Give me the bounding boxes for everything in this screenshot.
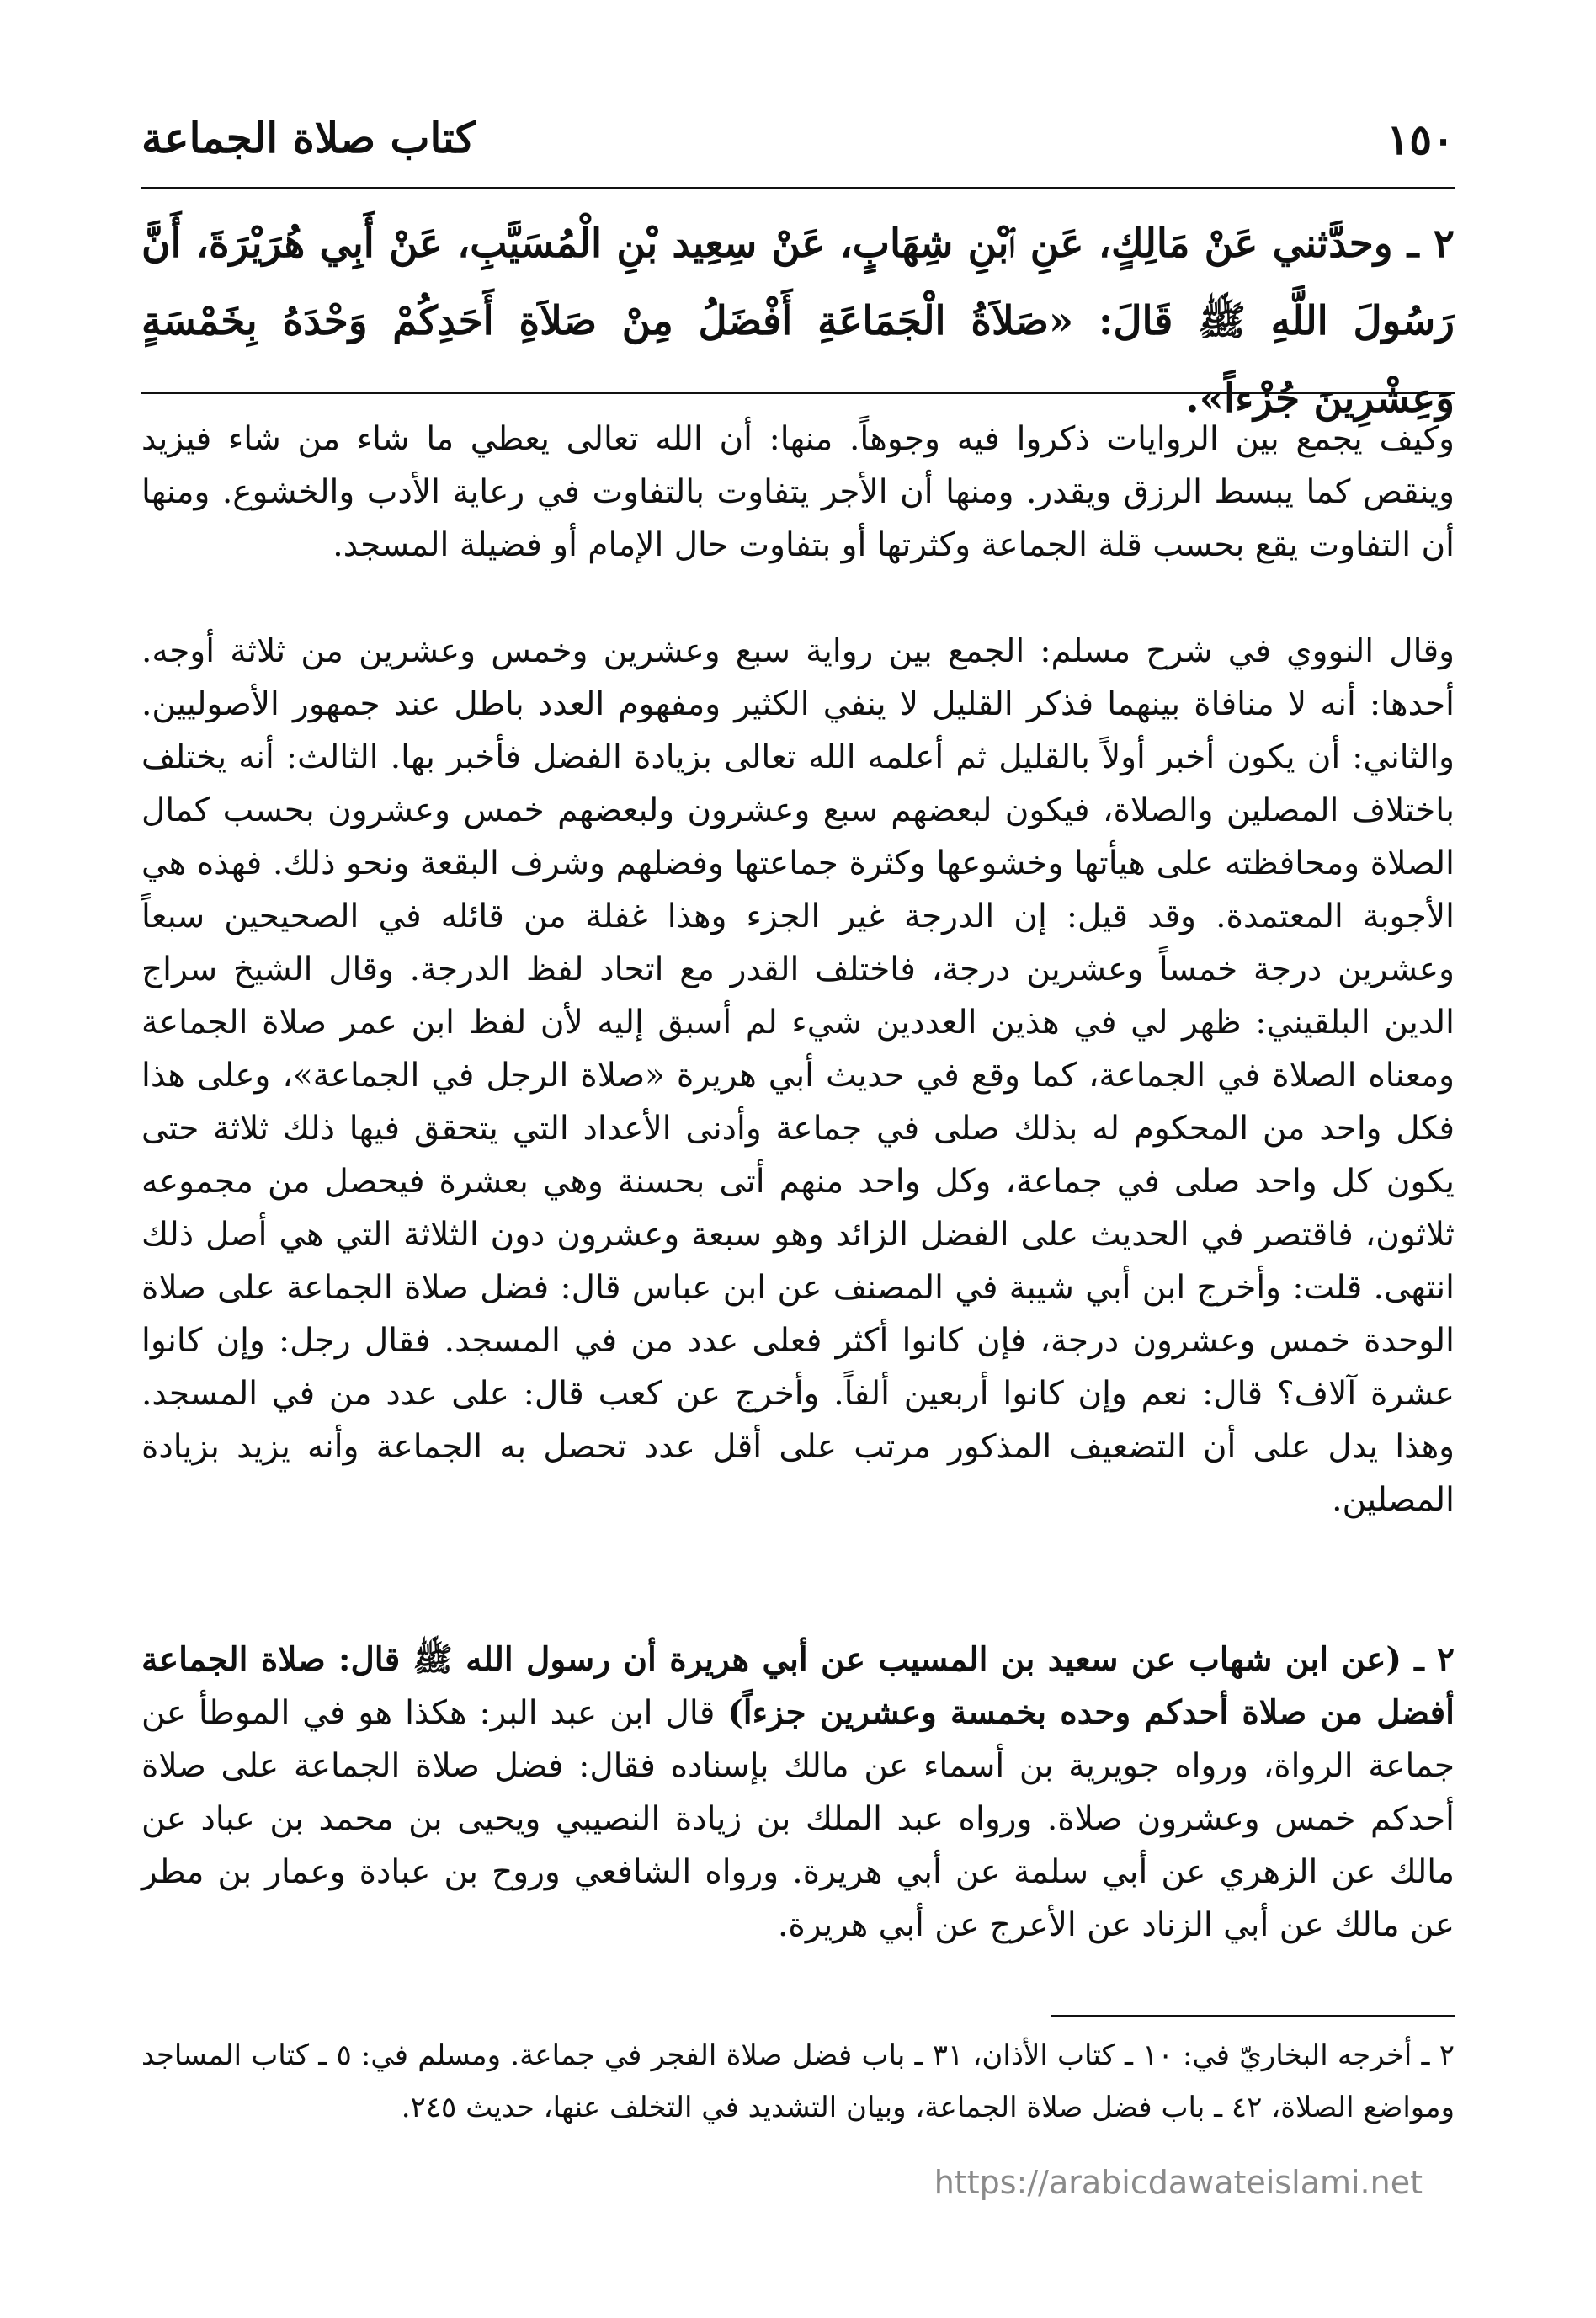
commentary-paragraph-2: وقال النووي في شرح مسلم: الجمع بين رواية سبع وعشرين وخمس وعشرين من ثلاثة أوجه. أحدها: أنه لا منافاة بينهما فذكر القليل لا ينفي الكثير ومفهوم العدد باطل عند جمهور الأصوليين. والثاني: أن يكون أخبر أولاً بالقليل ثم أعلمه الله تعالى بزيادة الفضل فأخبر بها. الثالث: أنه يختلف باختلاف المصلين والصلاة، فيكون لبعضهم سبع وعشرون ولبعضهم خمس وعشرون بحسب كمال الصلاة ومحافظته على هيأتها وخشوعها وكثرة جماعتها وفضلهم وشرف البقعة ونحو ذلك. فهذه هي الأجوبة المعتمدة. وقد قيل: إن الدرجة غير الجزء وهذا غفلة من قائله في الصحيحين سبعاً وعشرين درجة خمساً وعشرين درجة، فاختلف القدر مع اتحاد لفظ الدرجة. وقال الشيخ سراج الدين البلقيني: ظهر لي في هذين العددين شيء لم أسبق إليه لأن لفظ ابن عمر صلاة الجماعة ومعناه الصلاة في الجماعة، كما وقع في حديث أبي هريرة «صلاة الرجل في الجماعة»، وعلى هذا فكل واحد من المحكوم له بذلك صلى في جماعة وأدنى الأعداد التي يتحقق فيها ذلك ثلاثة حتى يكون كل واحد صلى في جماعة، وكل واحد منهم أتى بحسنة وهي بعشرة فيحصل من مجموعه ثلاثون، فاقتصر في الحديث على الفضل الزائد وهو سبعة وعشرون دون الثلاثة التي هي أصل ذلك انتهى. قلت: وأخرج ابن أبي شيبة في المصنف عن ابن عباس قال: فضل صلاة الجماعة على صلاة الوحدة خمس وعشرون درجة، فإن كانوا أكثر فعلى عدد من في المسجد. فقال رجل: وإن كانوا عشرة آلاف؟ قال: نعم وإن كانوا أربعين ألفاً. وأخرج عن كعب قال: على عدد من في المسجد. وهذا يدل على أن التضعيف المذكور مرتب على أقل عدد تحصل به الجماعة وأنه يزيد بزيادة المصلين. (141, 632, 1455, 1519)
page-header (141, 108, 1455, 175)
commentary-paragraph-3 (141, 1633, 1455, 1952)
hadith-text (141, 205, 1455, 438)
commentary-paragraph-1: وكيف يجمع بين الروايات ذكروا فيه وجوهاً. منها: أن الله تعالى يعطي ما شاء من شاء فيزيد وينقص كما يبسط الرزق ويقدر. ومنها أن الأجر يتفاوت بالتفاوت في رعاية الأدب والخشوع. ومنها أن التفاوت يقع بحسب قلة الجماعة وكثرتها أو بتفاوت حال الإمام أو فضيلة المسجد. (141, 420, 1455, 564)
hadith-rule (141, 392, 1455, 394)
hadith-body: وحدَّثني عَنْ مَالِكٍ، عَنِ ٱبْنِ شِهَابٍ، عَنْ سِعِيد بْنِ الْمُسَيَّبِ، عَنْ أَبِي هُرَيْرَةَ، أَنَّ رَسُولَ اللَّهِ ﷺ قَالَ: «صَلاَةُ الْجَمَاعَةِ أَفْضَلُ مِنْ صَلاَةِ أَحَدِكُمْ وَحْدَهُ بِخَمْسَةٍ وَعِشْرِينَ جُزْءاً». (141, 221, 1455, 422)
watermark-url: https://arabicdawateislami.net (934, 2164, 1423, 2201)
quoted-hadith: ٢ ـ (عن ابن شهاب عن سعيد بن المسيب عن أبي هريرة أن رسول الله ﷺ قال: صلاة الجماعة أفضل من صلاة أحدكم وحده بخمسة وعشرين جزءاً) (141, 1640, 1455, 1732)
footnote: ٢ ـ أخرجه البخاريّ في: ١٠ ـ كتاب الأذان، ٣١ ـ باب فضل صلاة الفجر في جماعة. ومسلم في: ٥ ـ كتاب المساجد ومواضع الصلاة، ٤٢ ـ باب فضل صلاة الجماعة، وبيان التشديد في التخلف عنها، حديث ٢٤٥. (141, 2038, 1455, 2124)
page-number: ١٥٠ (1386, 115, 1455, 164)
footnote-rule (1051, 2015, 1455, 2017)
hadith-number: ٢ ـ (1407, 221, 1455, 267)
running-title: كتاب صلاة الجماعة (141, 113, 476, 163)
commentary-text: قال ابن عبد البر: هكذا هو في الموطأ عن جماعة الرواة، ورواه جويرية بن أسماء عن مالك بإسناده فقال: فضل صلاة الجماعة على صلاة أحدكم خمس وعشرون صلاة. ورواه عبد الملك بن زيادة النصيبي ويحيى بن محمد بن عباد عن مالك عن الزهري عن أبي سلمة عن أبي هريرة. ورواه الشافعي وروح بن عبادة وعمار بن مطر عن مالك عن أبي الزناد عن الأعرج عن أبي هريرة. (141, 1694, 1455, 1944)
header-rule (141, 187, 1455, 189)
